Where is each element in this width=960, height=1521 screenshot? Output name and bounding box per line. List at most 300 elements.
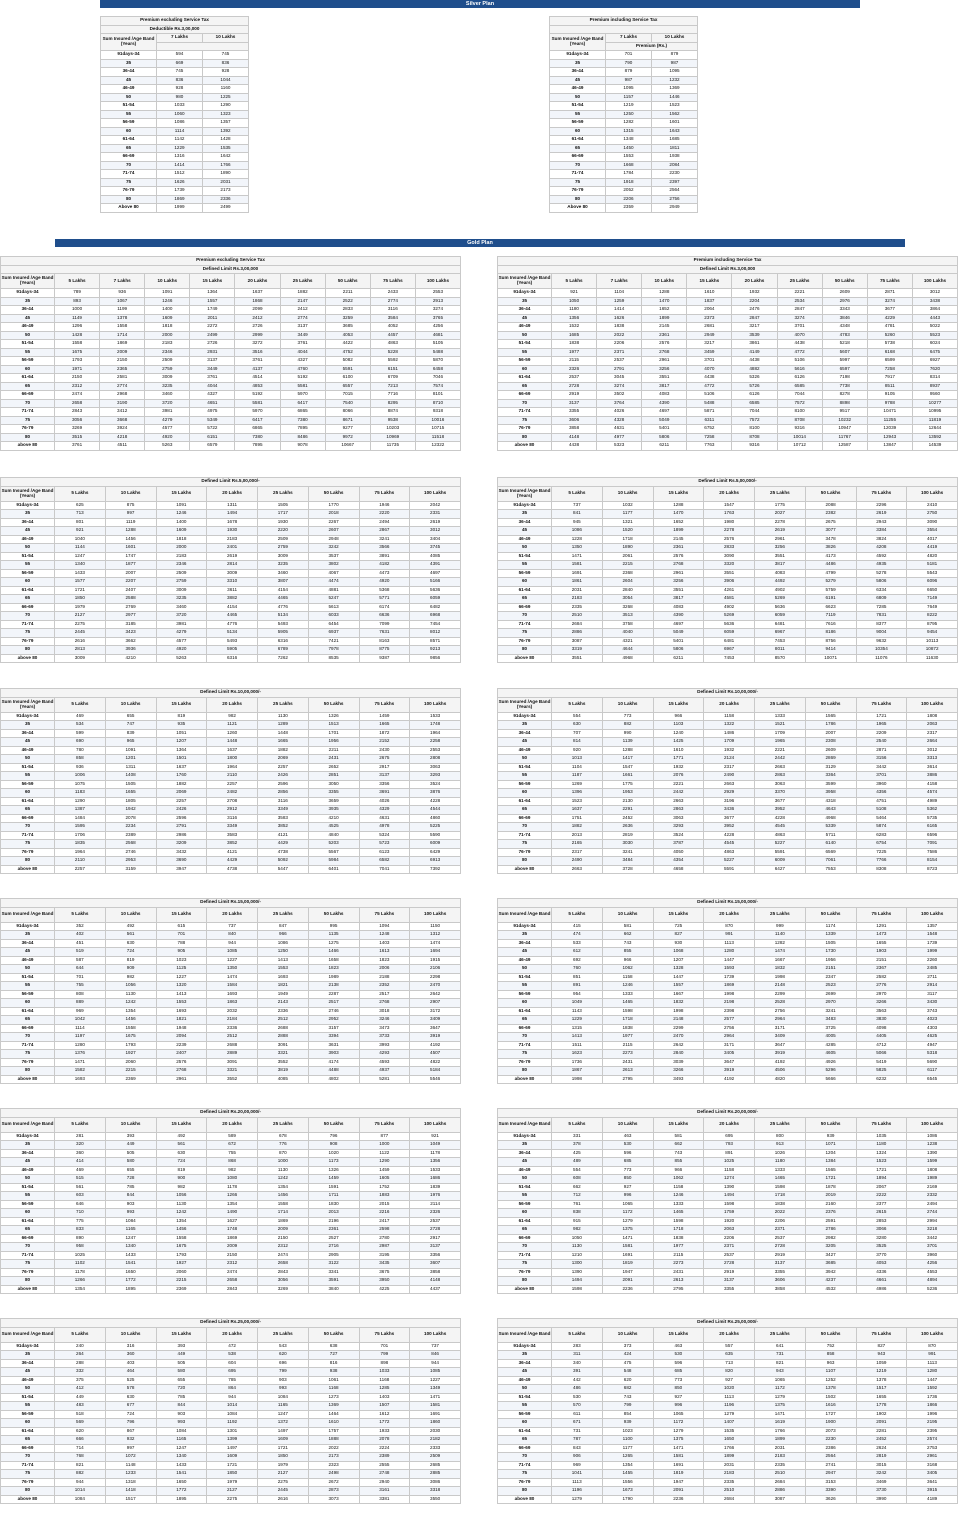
premium-value: 1691 xyxy=(602,1251,653,1260)
premium-value: 2401 xyxy=(207,544,258,553)
age-band: 65 xyxy=(1,1436,55,1445)
column-header: 75 Lakhs xyxy=(359,1327,410,1342)
premium-value: 3171 xyxy=(704,1041,755,1050)
premium-value: 6481 xyxy=(755,620,806,629)
premium-value: 882 xyxy=(55,1470,106,1479)
table-row xyxy=(498,544,958,553)
age-band: 66-69 xyxy=(1,1234,55,1243)
premium-value: 4137 xyxy=(235,365,280,374)
premium-value: 3915 xyxy=(907,1487,958,1496)
column-header: 100 Lakhs xyxy=(410,1327,461,1342)
premium-value: 4279 xyxy=(156,629,207,638)
table-row xyxy=(1,416,461,425)
premium-value: 1748 xyxy=(410,721,461,730)
column-header: 50 Lakhs xyxy=(805,1327,856,1342)
premium-value: 2431 xyxy=(308,755,359,764)
premium-value: 3685 xyxy=(805,1260,856,1269)
premium-value: 3009 xyxy=(258,552,309,561)
premium-value: 7262 xyxy=(258,654,309,663)
premium-value: 3745 xyxy=(410,544,461,553)
table-row xyxy=(498,612,958,621)
premium-value: 2774 xyxy=(370,297,415,306)
table-row xyxy=(498,1260,958,1269)
premium-value: 1473 xyxy=(856,931,907,940)
premium-value: 489 xyxy=(552,1158,603,1167)
premium-value: 3886 xyxy=(907,772,958,781)
premium-value: 3563 xyxy=(856,1007,907,1016)
gold-left-table-2 xyxy=(0,688,461,874)
premium-value: 7149 xyxy=(907,595,958,604)
premium-value: 2498 xyxy=(308,1470,359,1479)
premium-value: 483 xyxy=(55,1402,106,1411)
premium-value: 8708 xyxy=(777,416,822,425)
premium-value: 3614 xyxy=(907,763,958,772)
premium-value: 4553 xyxy=(907,1268,958,1277)
age-band: 80 xyxy=(1,433,55,442)
premium-value: 1832 xyxy=(653,999,704,1008)
premium-value: 7421 xyxy=(308,637,359,646)
premium-value: 4822 xyxy=(410,1058,461,1067)
table-row xyxy=(550,136,698,145)
premium-value: 4328 xyxy=(597,416,642,425)
premium-value: 1149 xyxy=(55,314,100,323)
premium-value: 1456 xyxy=(156,1226,207,1235)
premium-value: 5666 xyxy=(805,1075,856,1084)
table-row xyxy=(550,51,698,60)
age-band: 61-64 xyxy=(1,1427,55,1436)
premium-value: 3274 xyxy=(867,297,912,306)
table-row xyxy=(101,170,249,179)
column-header: 10 Lakhs xyxy=(602,486,653,501)
premium-value: 2843 xyxy=(55,408,100,417)
premium-value: 2367 xyxy=(856,965,907,974)
premium-value: 4986 xyxy=(856,1285,907,1294)
premium-value: 3607 xyxy=(410,1260,461,1269)
age-band: 80 xyxy=(498,1067,552,1076)
table-row xyxy=(498,306,958,315)
premium-value: 1280 xyxy=(907,1368,958,1377)
premium-value: 4083 xyxy=(755,569,806,578)
age-band: 55 xyxy=(1,1192,55,1201)
premium-value: 4738 xyxy=(258,848,309,857)
table-row xyxy=(1,956,461,965)
age-band: 80 xyxy=(498,433,552,442)
premium-value: 2198 xyxy=(704,999,755,1008)
premium-value: 1823 xyxy=(359,956,410,965)
premium-value: 1172 xyxy=(755,1385,806,1394)
premium-value: 1296 xyxy=(55,323,100,332)
premium-value: 2352 xyxy=(359,982,410,991)
age-band: 70 xyxy=(1,823,55,832)
premium-value: 5278 xyxy=(856,569,907,578)
table-row xyxy=(498,501,958,510)
premium-value: 870 xyxy=(907,1342,958,1351)
column-header: 25 Lakhs xyxy=(280,274,325,289)
premium-value: 2030 xyxy=(410,1427,461,1436)
age-band: 50 xyxy=(498,331,552,340)
premium-value: 1135 xyxy=(308,931,359,940)
table-row xyxy=(101,178,249,187)
premium-value: 2510 xyxy=(704,1487,755,1496)
premium-value: 7895 xyxy=(235,442,280,451)
table-row xyxy=(1,857,461,866)
table-row xyxy=(1,1402,461,1411)
table-row xyxy=(1,433,461,442)
premium-value: 1691 xyxy=(552,569,603,578)
table-row xyxy=(1,518,461,527)
premium-value: 1778 xyxy=(856,1402,907,1411)
premium-value: 1766 xyxy=(203,161,249,170)
premium-value: 2452 xyxy=(602,814,653,823)
premium-value: 2308 xyxy=(805,738,856,747)
premium-value: 1033 xyxy=(157,102,203,111)
premium-value: 1642 xyxy=(203,153,249,162)
premium-value: 6650 xyxy=(907,586,958,595)
table-row xyxy=(498,763,958,772)
table-row xyxy=(1,620,461,629)
premium-value: 10667 xyxy=(325,442,370,451)
column-header: 15 Lakhs xyxy=(653,1327,704,1342)
premium-value: 2509 xyxy=(258,535,309,544)
premium-value: 2555 xyxy=(359,1461,410,1470)
premium-value: 580 xyxy=(156,1368,207,1377)
table-row xyxy=(1,712,461,721)
premium-value: 4631 xyxy=(359,814,410,823)
premium-value: 1706 xyxy=(55,831,106,840)
premium-value: 2619 xyxy=(207,552,258,561)
premium-value: 903 xyxy=(156,1410,207,1419)
premium-value: 1450 xyxy=(606,144,652,153)
table-row xyxy=(498,1368,958,1377)
premium-value: 796 xyxy=(105,1419,156,1428)
age-band: 50 xyxy=(1,544,55,553)
premium-value: 1548 xyxy=(907,931,958,940)
gold-left-table-0 xyxy=(0,256,461,451)
premium-value: 492 xyxy=(105,922,156,931)
premium-value: 1727 xyxy=(805,1410,856,1419)
premium-value: 936 xyxy=(100,289,145,298)
premium-value: 1333 xyxy=(653,1200,704,1209)
premium-value: 903 xyxy=(258,1376,309,1385)
age-band: 55 xyxy=(498,1402,552,1411)
premium-value: 1947 xyxy=(602,1268,653,1277)
table-row xyxy=(1,654,461,663)
premium-value: 1721 xyxy=(55,586,106,595)
age-band: 46-49 xyxy=(101,85,157,94)
table-row xyxy=(498,973,958,982)
premium-value: 425 xyxy=(552,1149,603,1158)
premium-value: 932 xyxy=(105,1436,156,1445)
table-row xyxy=(498,433,958,442)
premium-value: 3356 xyxy=(359,780,410,789)
premium-value: 515 xyxy=(55,1175,106,1184)
premium-value: 8795 xyxy=(907,620,958,629)
premium-value: 5488 xyxy=(415,348,460,357)
premium-value: 2022 xyxy=(308,1444,359,1453)
premium-value: 3436 xyxy=(704,806,755,815)
premium-value: 2791 xyxy=(156,823,207,832)
premium-value: 3764 xyxy=(597,399,642,408)
premium-value: 6100 xyxy=(325,374,370,383)
premium-value: 891 xyxy=(552,982,603,991)
premium-value: 790 xyxy=(606,59,652,68)
age-band-header: Sum Insured /Age Band xyxy=(1,907,55,922)
premium-value: 3274 xyxy=(415,306,460,315)
age-band: 50 xyxy=(498,965,552,974)
premium-value: 1830 xyxy=(308,1200,359,1209)
premium-value: 1665 xyxy=(359,721,410,730)
premium-value: 8154 xyxy=(907,857,958,866)
age-band: 60 xyxy=(1,578,55,587)
premium-value: 662 xyxy=(602,931,653,940)
premium-value: 1464 xyxy=(308,1410,359,1419)
column-header: 100 Lakhs xyxy=(410,486,461,501)
premium-value: 855 xyxy=(653,1158,704,1167)
premium-value: 6123 xyxy=(359,848,410,857)
premium-value: 2490 xyxy=(552,857,603,866)
age-band: 36-44 xyxy=(550,68,606,77)
premium-value: 4279 xyxy=(145,416,190,425)
premium-value: 4853 xyxy=(235,382,280,391)
premium-value: 1775 xyxy=(755,501,806,510)
premium-value: 1456 xyxy=(105,535,156,544)
premium-value: 4644 xyxy=(602,646,653,655)
table-row xyxy=(101,161,249,170)
premium-value: 1227 xyxy=(156,973,207,982)
table-row xyxy=(498,348,958,357)
age-band: 76-79 xyxy=(101,187,157,196)
table-row xyxy=(1,544,461,553)
premium-value: 9316 xyxy=(732,442,777,451)
premium-value: 4256 xyxy=(415,323,460,332)
premium-value: 1459 xyxy=(308,1175,359,1184)
premium-value: 1020 xyxy=(704,1385,755,1394)
premium-value: 6232 xyxy=(856,1075,907,1084)
premium-value: 2452 xyxy=(856,1436,907,1445)
premium-value: 6427 xyxy=(755,865,806,874)
premium-value: 1613 xyxy=(359,948,410,957)
premium-value: 7091 xyxy=(907,840,958,849)
premium-value: 2336 xyxy=(207,1024,258,1033)
age-band: 51-54 xyxy=(498,340,552,349)
age-band: 66-69 xyxy=(1,603,55,612)
premium-value: 3050 xyxy=(308,780,359,789)
premium-value: 3091 xyxy=(258,1041,309,1050)
age-band: 75 xyxy=(498,1260,552,1269)
premium-value: 3241 xyxy=(359,535,410,544)
premium-value: 1041 xyxy=(552,1470,603,1479)
premium-value: 2961 xyxy=(755,535,806,544)
premium-value: 6211 xyxy=(653,654,704,663)
premium-value: 1250 xyxy=(606,110,652,119)
premium-value: 4989 xyxy=(907,797,958,806)
premium-value: 3770 xyxy=(856,1251,907,1260)
premium-value: 1095 xyxy=(652,68,698,77)
premium-value: 3269 xyxy=(55,425,100,434)
premium-value: 2582 xyxy=(856,973,907,982)
premium-value: 4592 xyxy=(856,552,907,561)
premium-value: 2863 xyxy=(755,772,806,781)
premium-value: 10277 xyxy=(912,399,957,408)
premium-value: 638 xyxy=(308,1342,359,1351)
table-row xyxy=(1,357,461,366)
premium-value: 3733 xyxy=(359,1033,410,1042)
premium-value: 882 xyxy=(602,721,653,730)
premium-value: 1232 xyxy=(652,76,698,85)
age-band: 46-49 xyxy=(1,323,55,332)
premium-value: 5368 xyxy=(359,586,410,595)
age-band: 55 xyxy=(1,982,55,991)
premium-value: 1289 xyxy=(258,721,309,730)
premium-value: 1246 xyxy=(653,1192,704,1201)
premium-value: 1471 xyxy=(410,1393,461,1402)
premium-value: 854 xyxy=(602,1410,653,1419)
premium-value: 2885 xyxy=(410,1470,461,1479)
premium-value: 4738 xyxy=(207,865,258,874)
premium-value: 2296 xyxy=(856,501,907,510)
premium-value: 1065 xyxy=(653,1410,704,1419)
premium-value: 1837 xyxy=(687,297,732,306)
premium-value: 2148 xyxy=(755,982,806,991)
premium-value: 5447 xyxy=(258,865,309,874)
premium-value: 1279 xyxy=(552,1495,603,1504)
age-band: above 80 xyxy=(498,654,552,663)
age-band: 76-79 xyxy=(1,1058,55,1067)
premium-value: 1413 xyxy=(258,956,309,965)
premium-value: 8314 xyxy=(912,374,957,383)
premium-value: 11630 xyxy=(907,654,958,663)
premium-value: 2847 xyxy=(732,314,777,323)
premium-value: 1026 xyxy=(755,1149,806,1158)
table-row xyxy=(498,1495,958,1504)
premium-value: 789 xyxy=(55,289,100,298)
premium-value: 288 xyxy=(55,1359,106,1368)
premium-value: 3318 xyxy=(410,1487,461,1496)
table-row xyxy=(498,323,958,332)
premium-value: 1233 xyxy=(105,1470,156,1479)
premium-value: 8723 xyxy=(907,865,958,874)
premium-value: 1739 xyxy=(704,973,755,982)
premium-value: 4799 xyxy=(805,569,856,578)
age-band: 60 xyxy=(1,789,55,798)
premium-value: 1100 xyxy=(602,1436,653,1445)
premium-value: 1125 xyxy=(156,965,207,974)
premium-value: 4781 xyxy=(867,323,912,332)
age-band: 71-74 xyxy=(498,1251,552,1260)
premium-value: 1403 xyxy=(359,939,410,948)
premium-value: 3349 xyxy=(207,823,258,832)
age-band: 91days-34 xyxy=(498,1132,552,1141)
premium-value: 4920 xyxy=(359,578,410,587)
premium-value: 6809 xyxy=(856,595,907,604)
premium-value: 2616 xyxy=(55,637,106,646)
premium-value: 889 xyxy=(55,999,106,1008)
premium-value: 4545 xyxy=(704,840,755,849)
table-row xyxy=(1,535,461,544)
premium-value: 5066 xyxy=(856,1050,907,1059)
premium-value: 1025 xyxy=(704,1158,755,1167)
premium-value: 2574 xyxy=(907,1436,958,1445)
premium-value: 5108 xyxy=(856,806,907,815)
premium-value: 1584 xyxy=(207,982,258,991)
premium-value: 993 xyxy=(156,1419,207,1428)
premium-value: 2426 xyxy=(258,772,309,781)
age-band: 66-69 xyxy=(1,1444,55,1453)
premium-value: 3321 xyxy=(207,1067,258,1076)
premium-value: 1850 xyxy=(258,1453,309,1462)
premium-value: 2206 xyxy=(704,1234,755,1243)
table-row xyxy=(498,1007,958,1016)
premium-value: 3515 xyxy=(55,433,100,442)
age-band-header: Sum Insured /Age Band (Years) xyxy=(101,34,157,51)
premium-value: 2445 xyxy=(55,629,106,638)
table-row xyxy=(498,956,958,965)
premium-value: 5247 xyxy=(308,595,359,604)
premium-value: 9560 xyxy=(912,391,957,400)
age-band: 55 xyxy=(498,348,552,357)
premium-value: 1675 xyxy=(55,348,100,357)
premium-value: 7061 xyxy=(805,857,856,866)
premium-value: 655 xyxy=(156,1376,207,1385)
table-row xyxy=(1,323,461,332)
premium-value: 2110 xyxy=(207,772,258,781)
premium-value: 1050 xyxy=(552,1234,603,1243)
premium-value: 2499 xyxy=(203,204,249,213)
premium-value: 1051 xyxy=(156,729,207,738)
premium-value: 2474 xyxy=(258,1251,309,1260)
premium-value: 1838 xyxy=(552,340,597,349)
age-band: 51-54 xyxy=(498,763,552,772)
premium-value: 1623 xyxy=(552,1050,603,1059)
premium-value: 4760 xyxy=(280,365,325,374)
premium-value: 1942 xyxy=(105,806,156,815)
premium-value: 1471 xyxy=(602,1234,653,1243)
premium-value: 1107 xyxy=(805,1368,856,1377)
premium-value: 1044 xyxy=(203,76,249,85)
premium-value: 927 xyxy=(602,1183,653,1192)
premium-value: 982 xyxy=(156,1183,207,1192)
premium-value: 900 xyxy=(156,1175,207,1184)
premium-value: 2968 xyxy=(100,391,145,400)
premium-value: 4863 xyxy=(755,831,806,840)
premium-value: 5166 xyxy=(410,578,461,587)
premium-value: 4532 xyxy=(805,1285,856,1294)
premium-value: 893 xyxy=(55,297,100,306)
table-row xyxy=(498,518,958,527)
premium-value: 12039 xyxy=(867,425,912,434)
premium-value: 1350 xyxy=(552,544,603,553)
age-band: 70 xyxy=(1,1033,55,1042)
gold-left-table-4 xyxy=(0,1108,461,1294)
premium-value: 1610 xyxy=(653,746,704,755)
premium-value: 891 xyxy=(704,1149,755,1158)
premium-value: 1113 xyxy=(907,1359,958,1368)
premium-value: 620 xyxy=(55,1427,106,1436)
premium-value: 1711 xyxy=(308,1192,359,1201)
premium-value: 870 xyxy=(704,922,755,931)
premium-value: 743 xyxy=(602,1393,653,1402)
premium-value: 2759 xyxy=(258,544,309,553)
age-band: 50 xyxy=(498,1385,552,1394)
premium-value: 3685 xyxy=(325,323,370,332)
premium-value: 4820 xyxy=(755,1075,806,1084)
premium-value: 685 xyxy=(602,1158,653,1167)
age-band: 56-59 xyxy=(498,780,552,789)
premium-value: 1553 xyxy=(258,965,309,974)
premium-value: 4443 xyxy=(912,314,957,323)
premium-value: 1225 xyxy=(203,93,249,102)
premium-value: 965 xyxy=(105,738,156,747)
